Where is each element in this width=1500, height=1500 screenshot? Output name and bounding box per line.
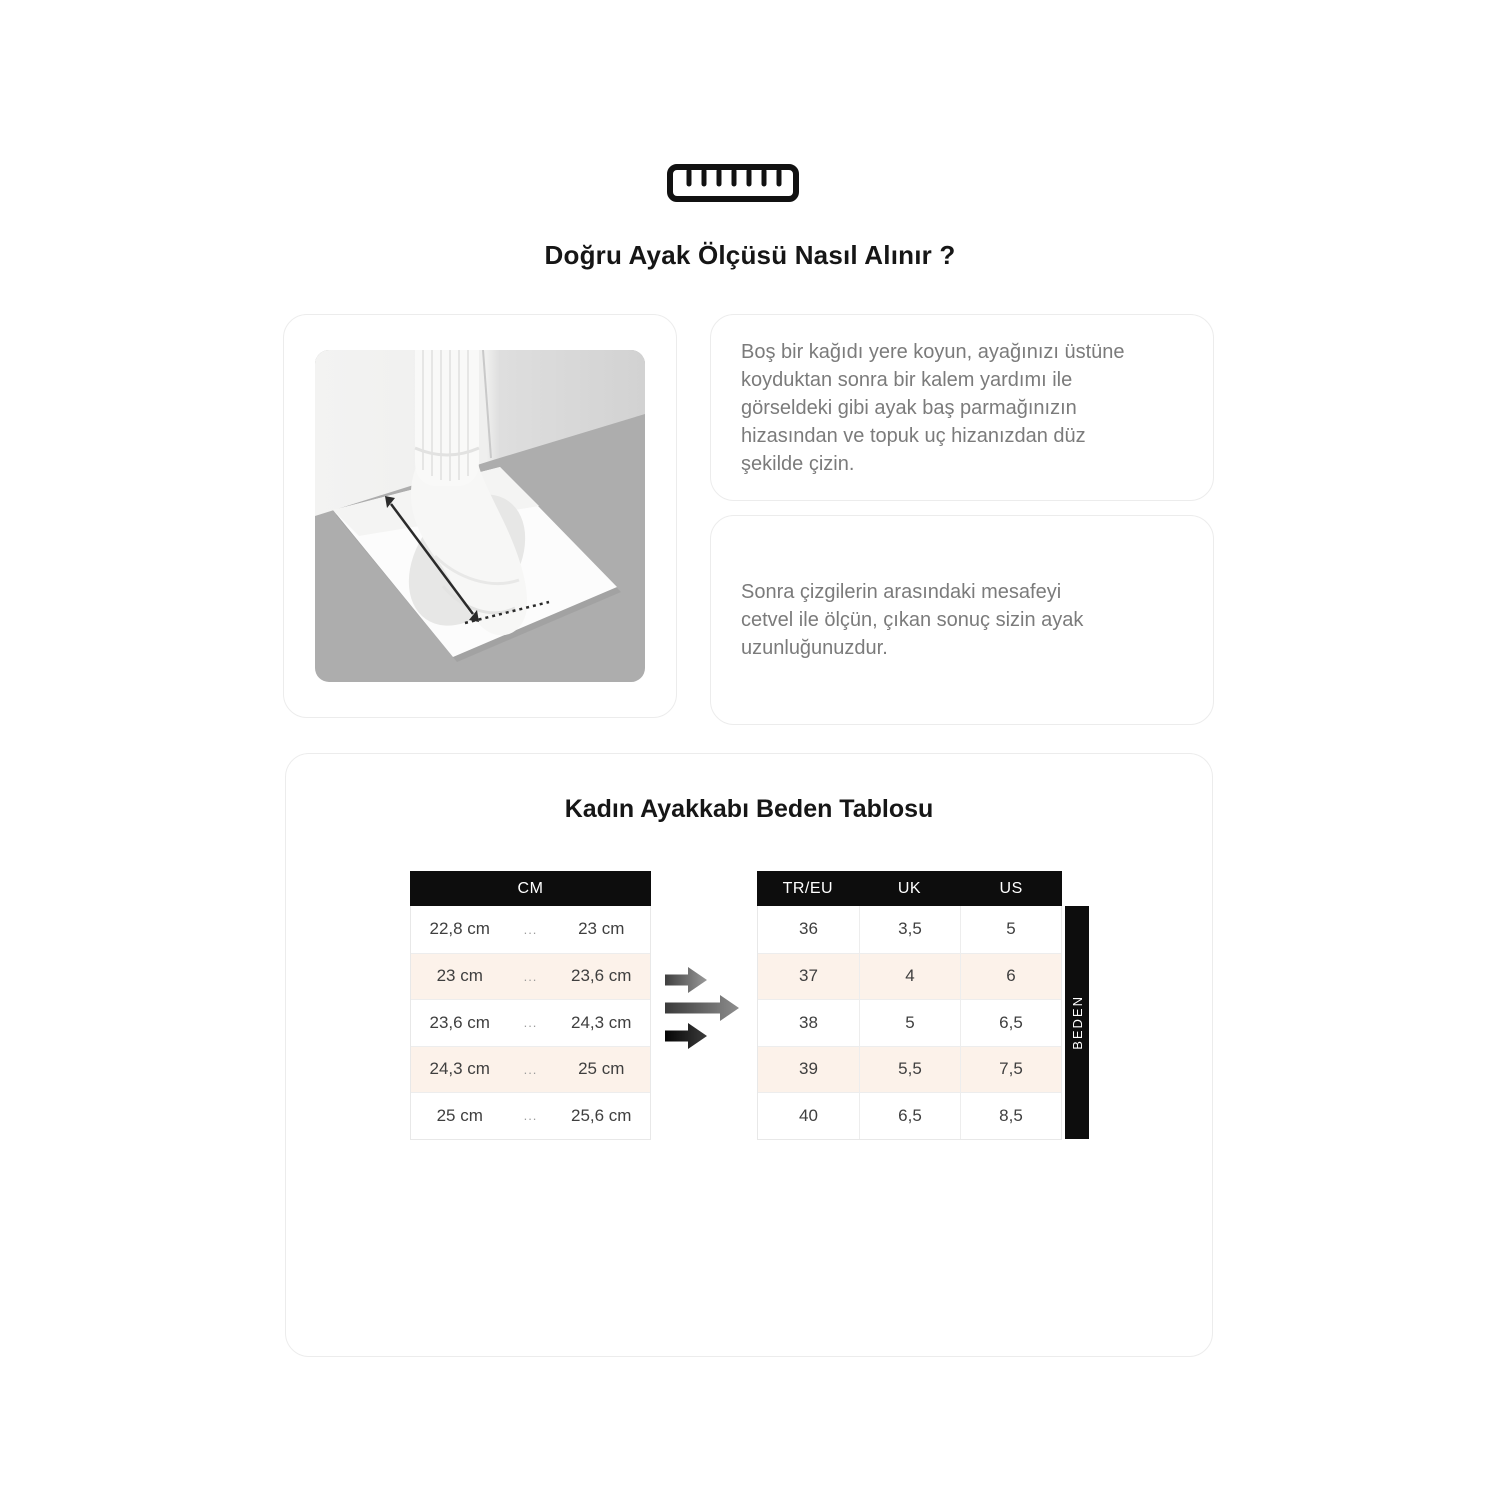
ruler-icon-svg (666, 163, 800, 203)
size-treu: 36 (799, 919, 818, 939)
size-us: 7,5 (960, 1047, 1061, 1093)
table-row (411, 906, 650, 953)
table-row (411, 953, 650, 1000)
cm-from: 23,6 cm (429, 1012, 490, 1032)
table-row (411, 999, 650, 1046)
cm-to: 23 cm (578, 919, 625, 939)
size-uk: 5 (859, 1000, 960, 1046)
ruler-icon (666, 163, 800, 203)
column-header-treu: TR/EU (782, 879, 834, 897)
instruction-line: cetvel ile ölçün, çıkan sonuç sizin ayak (741, 609, 1084, 631)
instruction-line: Boş bir kağıdı yere koyun, ayağınızı üstüne (741, 341, 1125, 363)
cm-dots: ... (523, 1061, 538, 1077)
table-row (758, 906, 1061, 953)
instruction-card-step2 (710, 515, 1214, 725)
instruction-line: şekilde çizin. (741, 453, 855, 475)
cm-dots: ... (523, 921, 538, 937)
size-uk: 3,5 (859, 906, 960, 953)
beden-side-bar (1065, 906, 1089, 1139)
instruction-line: koyduktan sonra bir kalem yardımı ile (741, 369, 1073, 391)
column-header-uk: UK (897, 879, 922, 897)
size-uk: 5,5 (859, 1047, 960, 1093)
instruction-line: hizasından ve topuk uç hizanızdan düz (741, 425, 1086, 447)
size-treu: 40 (799, 1105, 818, 1125)
instruction-step2-text (711, 578, 1083, 662)
cm-table-header: CM (410, 871, 651, 906)
cm-to: 25 cm (578, 1059, 625, 1079)
cm-dots: ... (523, 968, 538, 984)
size-conversion-table (757, 871, 1062, 1140)
instruction-line: uzunluğunuzdur. (741, 637, 888, 659)
beden-label: BEDEN (1069, 995, 1085, 1050)
size-table-body (757, 906, 1062, 1140)
foot-measurement-photo-card (283, 314, 677, 718)
size-treu: 37 (799, 966, 818, 986)
foot-measurement-photo (315, 350, 645, 682)
cm-from: 23 cm (436, 966, 483, 986)
table-row (758, 1092, 1061, 1139)
column-header-us: US (999, 879, 1023, 897)
instruction-card-step1 (710, 314, 1214, 501)
size-treu: 38 (799, 1012, 818, 1032)
sock-leg (415, 350, 479, 486)
cm-to: 25,6 cm (571, 1105, 632, 1125)
table-row (411, 1046, 650, 1093)
cm-dots: ... (523, 1015, 538, 1031)
cm-dots: ... (523, 1108, 538, 1124)
instruction-line: görseldeki gibi ayak baş parmağınızın (741, 397, 1077, 419)
table-row (758, 953, 1061, 1000)
size-table-header (757, 871, 1062, 906)
cm-from: 22,8 cm (429, 919, 490, 939)
table-row (411, 1092, 650, 1139)
table-row (758, 1046, 1061, 1093)
size-uk: 6,5 (859, 1093, 960, 1139)
triple-right-arrows-icon (664, 966, 746, 1050)
size-us: 5 (960, 906, 1061, 953)
cm-to: 24,3 cm (571, 1012, 632, 1032)
cm-table-body (410, 906, 651, 1140)
size-us: 6,5 (960, 1000, 1061, 1046)
cm-to: 23,6 cm (571, 966, 632, 986)
instruction-line: Sonra çizgilerin arasındaki mesafeyi (741, 581, 1062, 603)
size-chart-title: Kadın Ayakkabı Beden Tablosu (564, 795, 934, 823)
table-row (758, 999, 1061, 1046)
foot-photo-illustration (315, 350, 645, 682)
cm-from: 24,3 cm (429, 1059, 490, 1079)
size-uk: 4 (859, 954, 960, 1000)
page-title: Doğru Ayak Ölçüsü Nasıl Alınır ? (544, 240, 956, 270)
instruction-step1-text (711, 315, 1213, 478)
cm-table (410, 871, 651, 1140)
size-us: 8,5 (960, 1093, 1061, 1139)
cm-from: 25 cm (436, 1105, 483, 1125)
size-treu: 39 (799, 1059, 818, 1079)
size-us: 6 (960, 954, 1061, 1000)
